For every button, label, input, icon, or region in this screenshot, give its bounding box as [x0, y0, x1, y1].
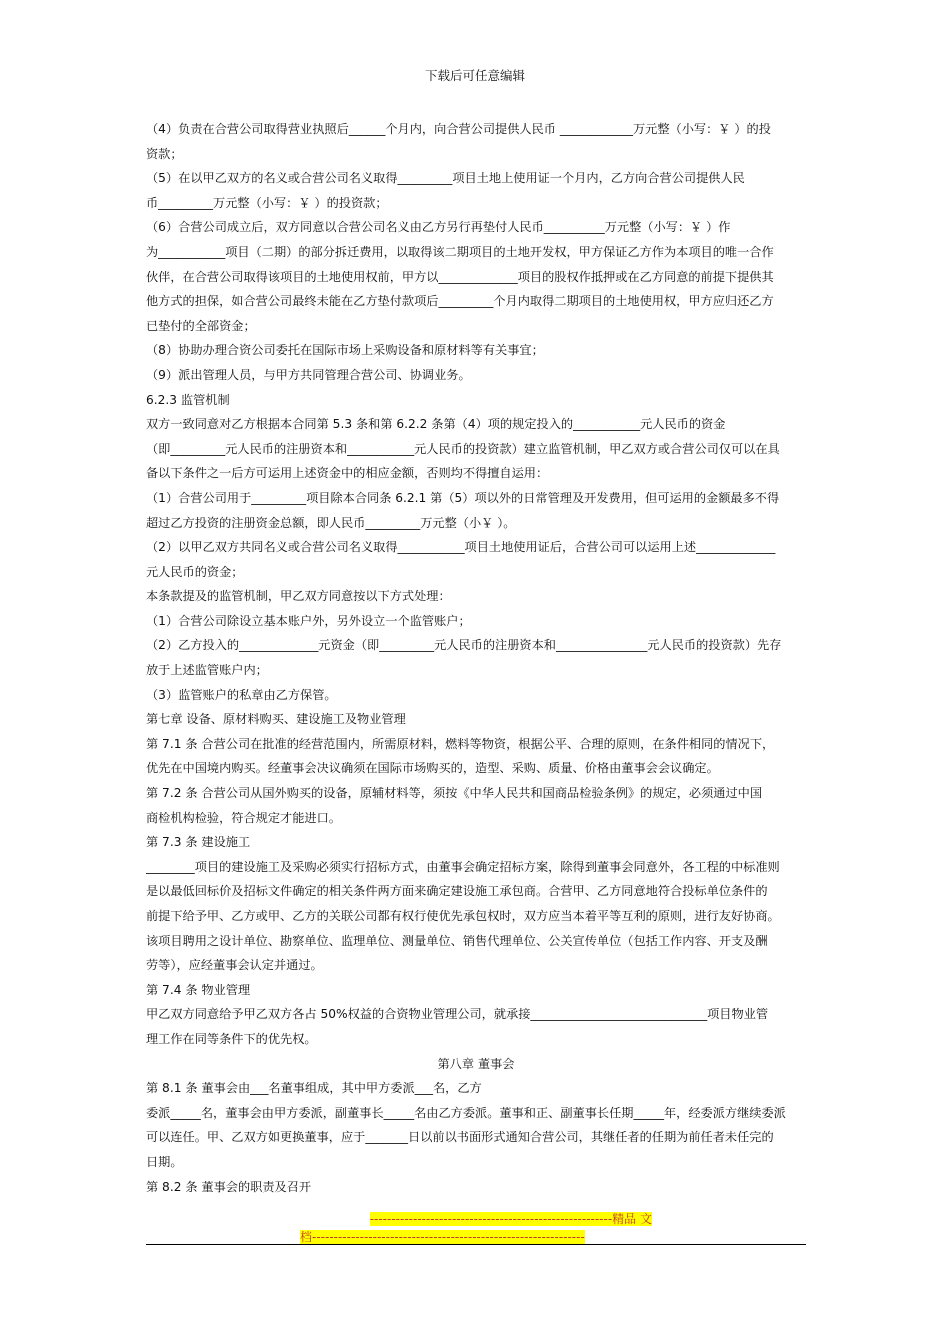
- section-heading: 第 7.3 条 建设施工: [146, 835, 251, 850]
- text-line: 委派_____名，董事会由甲方委派，副董事长_____名由乙方委派。董事和正、副董事长任期_____年，经委派方继续委派: [146, 1105, 786, 1120]
- text-line: 备以下条件之一后方可运用上述资金中的相应金额，否则均不得擅自运用：: [146, 466, 549, 481]
- text-line: （2）乙方投入的_____________元资金（即_________元人民币的注册资本和_______________元人民币的投资款）先存: [146, 638, 782, 653]
- text-line: （1）合营公司除设立基本账户外，另外设立一个监管账户；: [146, 613, 471, 628]
- text-line: 第 8.1 条 董事会由___名董事组成，其中甲方委派___名，乙方: [146, 1081, 482, 1096]
- text-line: 放于上述监管账户内；: [146, 663, 268, 678]
- text-line: 本条款提及的监管机制，甲乙双方同意按以下方式处理：: [146, 589, 451, 604]
- text-line: 第 7.1 条 合营公司在批准的经营范围内，所需原材料，燃料等物资，根据公平、合理的原则，在条件相同的情况下，: [146, 736, 775, 751]
- text-line: （6）合营公司成立后，双方同意以合营公司名义由乙方另行再垫付人民币__________万元整（小写：￥ ）作: [146, 220, 731, 235]
- footer-line-2: 档---------------------------------------------------------------: [300, 1230, 585, 1244]
- footer-line-1: --------------------------------------------------------精品 文: [369, 1212, 652, 1226]
- text-line: 伙伴，在合营公司取得该项目的土地使用权前，甲方以_____________项目的股权作抵押或在乙方同意的前提下提供其: [146, 269, 774, 284]
- text-line: 可以连任。甲、乙双方如更换董事，应于_______日以前以书面形式通知合营公司，其继任者的任期为前任者未任完的: [146, 1130, 774, 1145]
- bottom-divider: [146, 1244, 806, 1245]
- text-line: 他方式的担保，如合营公司最终未能在乙方垫付款项后_________个月内取得二期项目的土地使用权，甲方应归还乙方: [146, 294, 774, 309]
- section-heading: 6.2.3 监管机制: [146, 392, 230, 407]
- document-body: [146, 117, 806, 1199]
- text-line: 资款；: [146, 146, 183, 161]
- text-line: 优先在中国境内购买。经董事会决议确须在国际市场购买的，造型、采购、质量、价格由董事会会议确定。: [146, 761, 719, 776]
- text-line: （即_________元人民币的注册资本和___________元人民币的投资款）建立监管机制，甲乙双方或合营公司仅可以在具: [146, 441, 780, 456]
- text-line: ________项目的建设施工及采购必须实行招标方式，由董事会确定招标方案，除得到董事会同意外，各工程的中标准则: [146, 859, 780, 874]
- text-line: 币_________万元整（小写：￥ ）的投资款；: [146, 195, 388, 210]
- text-line: 商检机构检验，符合规定才能进口。: [146, 810, 341, 825]
- chapter-heading: 第七章 设备、原材料购买、建设施工及物业管理: [146, 712, 406, 727]
- text-line: （3）监管账户的私章由乙方保管。: [146, 687, 337, 702]
- text-line: 双方一致同意对乙方根据本合同第 5.3 条和第 6.2.2 条第（4）项的规定投入的___________元人民币的资金: [146, 417, 726, 432]
- text-line: 前提下给予甲、乙方或甲、乙方的关联公司都有权行使优先承包权时，双方应当本着平等互利的原则，进行友好协商。: [146, 909, 780, 923]
- text-line: （1）合营公司用于_________项目除本合同条 6.2.1 第（5）项以外的日常管理及开发费用，但可运用的金额最多不得: [146, 490, 780, 505]
- text-line: 已垫付的全部资金；: [146, 318, 256, 333]
- text-line: （2）以甲乙双方共同名义或合营公司名义取得___________项目土地使用证后，合营公司可以运用上述_____________: [146, 540, 776, 555]
- section-heading: 第 8.2 条 董事会的职责及召开: [146, 1179, 312, 1194]
- text-line: 该项目聘用之设计单位、勘察单位、监理单位、测量单位、销售代理单位、公关宣传单位（包括工作内容、开支及酬: [146, 933, 768, 948]
- text-line: 是以最低回标价及招标文件确定的相关条件两方面来确定建设施工承包商。合营甲、乙方同意地符合投标单位条件的: [146, 884, 768, 899]
- text-line: 为___________项目（二期）的部分拆迁费用，以取得该二期项目的土地开发权，甲方保证乙方作为本项目的唯一合作: [146, 244, 774, 259]
- text-line: （9）派出管理人员，与甲方共同管理合营公司、协调业务。: [146, 367, 471, 382]
- footer-watermark: [300, 1210, 652, 1246]
- text-line: （8）协助办理合资公司委托在国际市场上采购设备和原材料等有关事宜；: [146, 343, 544, 358]
- chapter-8-title: 第八章 董事会: [437, 1056, 515, 1071]
- text-line: （5）在以甲乙双方的名义或合营公司名义取得_________项目土地上使用证一个月内，乙方向合营公司提供人民: [146, 171, 745, 186]
- text-line: 元人民币的资金；: [146, 564, 244, 579]
- page-header: 下载后可任意编辑: [424, 68, 525, 83]
- text-line: 第 7.2 条 合营公司从国外购买的设备，原辅材料等，须按《中华人民共和国商品检验条例》的规定，必须通过中国: [146, 786, 763, 801]
- section-heading: 第 7.4 条 物业管理: [146, 982, 251, 997]
- text-line: 日期。: [146, 1154, 183, 1169]
- text-line: 理工作在同等条件下的优先权。: [146, 1031, 317, 1046]
- text-line: 甲乙双方同意给予甲乙双方各占 50%权益的合资物业管理公司，就承接_____________________________项目物业管: [146, 1007, 769, 1022]
- text-line: 超过乙方投资的注册资金总额，即人民币_________万元整（小￥ ）。: [146, 515, 516, 530]
- text-line: 劳等），应经董事会认定并通过。: [146, 958, 323, 973]
- text-line: （4）负责在合营公司取得营业执照后______个月内，向合营公司提供人民币 ____________万元整（小写：￥ ）的投: [146, 122, 771, 136]
